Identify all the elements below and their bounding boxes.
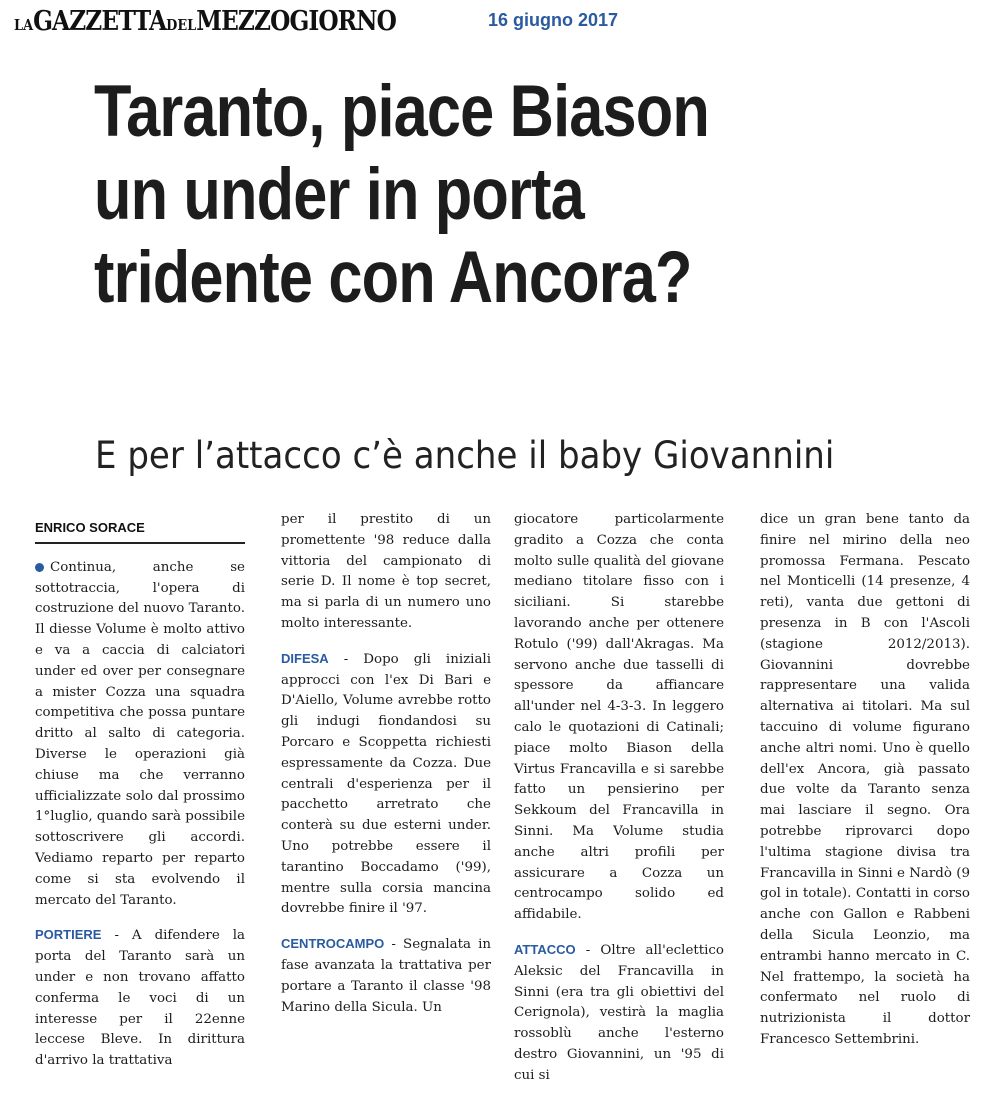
section-label-centrocampo: CENTROCAMPO xyxy=(281,936,385,952)
headline-line: tridente con Ancora? xyxy=(94,237,692,318)
newspaper-masthead xyxy=(14,6,396,37)
article-column-2 xyxy=(281,510,491,1032)
section-label-portiere: PORTIERE xyxy=(35,927,102,943)
publication-date: 16 giugno 2017 xyxy=(488,10,619,30)
paragraph xyxy=(35,558,245,912)
intro-text: Continua, anche se sottotraccia, l'opera di costruzione del nuovo Taranto. Il diesse Volume è molto attivo e va a caccia di calciatori under ed over per consegnare a mister Cozza una squadra competitiva che possa puntare dritto al salto di categoria. Diverse le operazioni già chiuse ma che verranno ufficializzate solo dal prossimo 1°luglio, quando sarà possibile sottoscrivere gli accordi. Vediamo reparto per reparto come si sta evolvendo il mercato del Taranto. xyxy=(35,559,245,908)
masthead-la: LA xyxy=(14,16,34,34)
byline: ENRICO SORACE xyxy=(35,518,245,544)
masthead-gazzetta: GAZZETTA xyxy=(33,6,167,37)
subheadline: E per l’attacco c’è anche il baby Giovannini xyxy=(95,434,835,477)
section-label-attacco: ATTACCO xyxy=(514,941,576,957)
article-column-4 xyxy=(760,510,970,1065)
masthead-mezzogiorno: MEZZOGIORNO xyxy=(196,6,396,37)
section-text: - Oltre all'eclettico Aleksic del Francavilla in Sinni (era tra gli obiettivi del Cerignola), vestirà la maglia rossoblù anche l'esterno destro Giovannini, un '95 di cui si xyxy=(514,942,724,1083)
section-text: - Dopo gli iniziali approcci con l'ex Di Bari e D'Aiello, Volume avrebbe rotto gli indugi fiondandosi su Porcaro e Scoppetta richiesti espressamente da Cozza. Due centrali d'esperienza per il pacchetto arretrato che conterà su due esterni under. Uno potrebbe essere il tarantino Boccadamo ('99), mentre sulla corsia mancina dovrebbe finire il '97. xyxy=(281,651,491,917)
paragraph: giocatore particolarmente gradito a Cozza che conta molto sulle qualità del giovane mediano titolare fisso con i siciliani. Si starebbe lavorando anche per ottenere Rotulo ('99) dall'Akragas. Ma servono anche due tasselli di spessore da affiancare all'under nel 4-3-3. In leggero calo le quotazioni di Catinali; piace molto Biason della Virtus Francavilla e si sarebbe fatto un pensierino per Sekkoum del Francavilla in Sinni. Ma Volume studia anche altri profili per assicurare a Cozza un centrocampo solido ed affidabile. xyxy=(514,512,724,923)
paragraph xyxy=(35,925,245,1072)
section-label-difesa: DIFESA xyxy=(281,650,329,666)
bullet-icon xyxy=(35,563,44,572)
paragraph xyxy=(514,940,724,1087)
section-text: - Segnalata in fase avanzata la trattativa per portare a Taranto il classe '98 Marino della Sicula. Un xyxy=(281,937,491,1015)
paragraph: dice un gran bene tanto da finire nel mirino della neo promossa Fermana. Pescato nel Monticelli (14 presenze, 4 reti), vanta due gettoni di presenza in B con l'Ascoli (stagione 2012/2013). Giovannini dovrebbe rappresentare una valida alternativa ai titolari. Ma sul taccuino di volume figurano anche altri nomi. Uno è quello dell'ex Ancora, già passato due volte da Taranto senza mai lasciare il segno. Ora potrebbe riprovarci dopo l'ultima stagione divisa tra Francavilla in Sinni e Nardò (9 gol in totale). Contatti in corso anche con Gallon e Rabbeni della Sicula Leonzio, ma entrambi hanno mercato in C. Nel frattempo, la società ha confermato nel ruolo di nutrizionista il dottor Francesco Settembrini. xyxy=(760,512,970,1047)
article-column-1 xyxy=(35,518,245,1086)
section-text: - A difendere la porta del Taranto sarà un under e non trovano affatto conferma le voci di un interesse per il 22enne leccese Bleve. In dirittura d'arrivo la trattativa xyxy=(35,928,245,1069)
paragraph: per il prestito di un promettente '98 reduce dalla vittoria del campionato di serie D. Il nome è top secret, ma si parla di un numero uno molto interessante. xyxy=(281,512,491,631)
headline xyxy=(94,70,842,319)
headline-line: Taranto, piace Biason xyxy=(94,71,710,152)
paragraph xyxy=(281,934,491,1018)
paragraph xyxy=(281,649,491,920)
article-column-3 xyxy=(514,510,724,1101)
headline-line: un under in porta xyxy=(94,154,584,235)
masthead-del: DEL xyxy=(166,16,197,34)
